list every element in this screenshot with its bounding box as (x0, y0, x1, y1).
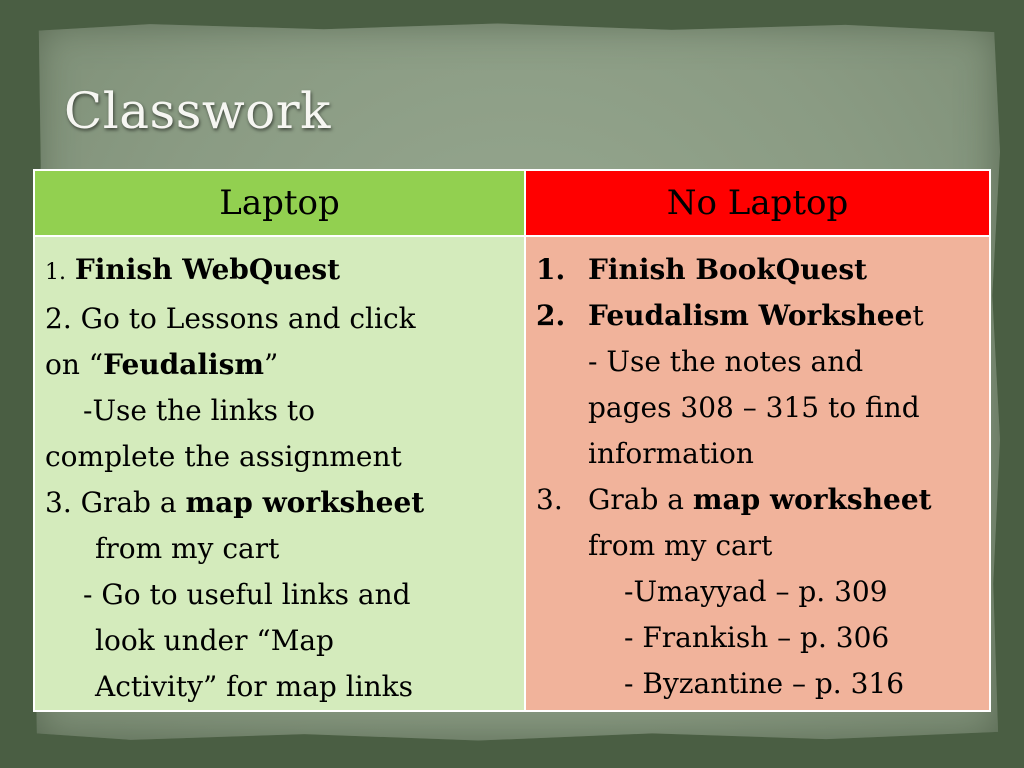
no-laptop-item-2-sub-1: - Use the notes and (588, 345, 864, 378)
laptop-item-3-sub-3: Activity” for map links (95, 670, 414, 703)
no-laptop-item-3: 3. Grab a map worksheet (536, 483, 932, 516)
laptop-cell (34, 236, 525, 711)
laptop-item-2: 2. Go to Lessons and click (45, 302, 416, 335)
no-laptop-item-1: 1. Finish BookQuest (536, 253, 868, 286)
laptop-item-3-cont: from my cart (95, 532, 280, 565)
no-laptop-item-3-sub-2: - Frankish – p. 306 (624, 621, 890, 654)
laptop-item-1: 1. Finish WebQuest (45, 253, 341, 286)
laptop-item-2-cont: on “Feudalism” (45, 348, 279, 381)
no-laptop-item-2-sub-2: pages 308 – 315 to find (588, 391, 920, 424)
no-laptop-item-2-sub-3: information (588, 437, 754, 470)
no-laptop-item-3-sub-3: - Byzantine – p. 316 (624, 667, 905, 700)
content-row (34, 236, 990, 711)
laptop-item-3: 3. Grab a map worksheet (45, 486, 425, 519)
column-header-laptop: Laptop (34, 170, 525, 236)
laptop-item-2-sub-1: -Use the links to (83, 394, 315, 427)
laptop-item-2-sub-2: complete the assignment (45, 440, 402, 473)
page-title: Classwork (64, 82, 331, 140)
no-laptop-item-2: 2. Feudalism Worksheet (536, 299, 924, 332)
column-header-no-laptop: No Laptop (525, 170, 990, 236)
classwork-table (33, 169, 991, 712)
laptop-item-3-sub-2: look under “Map (95, 624, 334, 657)
laptop-item-3-sub-1: - Go to useful links and (83, 578, 411, 611)
no-laptop-cell (525, 236, 990, 711)
no-laptop-item-3-sub-1: -Umayyad – p. 309 (624, 575, 888, 608)
no-laptop-item-3-cont: from my cart (588, 529, 773, 562)
header-row (34, 170, 990, 236)
